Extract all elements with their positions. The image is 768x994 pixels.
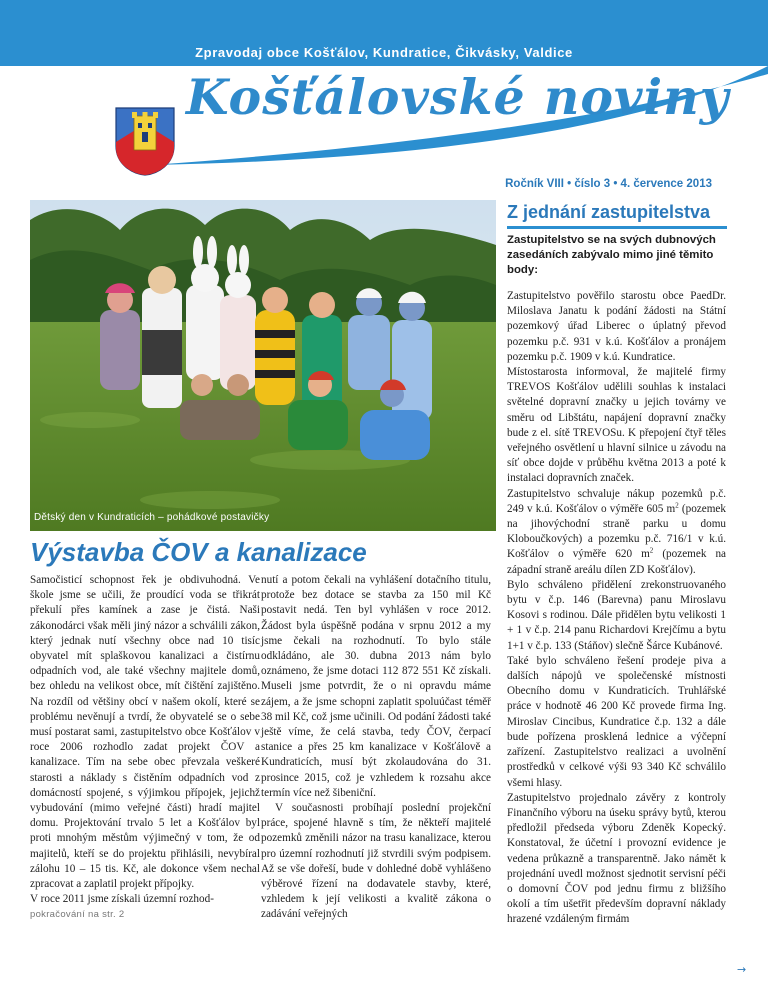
article-photo [30, 200, 496, 531]
main-paragraph: nutí a potom čekali na vyhlášení dotačního titulu, protože bez dotace se stavba za 150 mil Kč postavit nedá. Ten byl vyhlášen v roce 2012. Žádost byla úspěšně podána v srpnu 2012 a my jsme čekali na rozhodnutí. To bylo stále odkládáno, ale 30. dubna 2013 nám bylo oznámeno, že jsme dotaci 112 872 551 Kč získali. Museli jsme potvrdit, že o ni opravdu máme zájem, a že jsme schopni zaplatit spoluúčast téměř 38 mil Kč, což jsme učinili. Od podání žádosti také ještě víme, že celá stavba, tedy ČOV, čerpací stanice a přes 25 km kanalizace v Košťálově a Kundraticích, musí být zkolaudována do 31. prosince 2015, což je vzhledem k rozsahu akce termín více než šibeniční. [261, 574, 491, 799]
side-paragraph: Místostarosta informoval, že majitelé firmy TREVOS Košťálov udělili souhlas k instalaci světelné dopravní značky u jejich továrny ve směru od Libštátu, napájení dopravní značky bude z el. sítě TREVOSu. K přepojení čtyř těles veřejného osvětlení u hlavní silnice u závodu na síť obce dojde v průběhu května 2013 a poté k instalaci dopravních značek. [507, 366, 726, 485]
side-paragraph: Bylo schváleno přidělení zrekonstruovaného bytu v č.p. 146 (Barevna) panu Miroslavu Kosovi s rodinou. Dále přidělen bytu velikosti 1 + 1 v č.p. 214 panu Richardovi Krejčímu a bytu 1+1 v č.p. 133 (Stáňov) slečně Šárce Kubánové. [507, 578, 726, 652]
side-article-title: Z jednání zastupitelstva [507, 202, 711, 222]
main-paragraph: Samočisticí schopnost řek je obdivuhodná. Ve škole jsme se učili, že proudící voda se třikrát překulí přes kamínek a zase je čistá. Naši zákonodárci však měli jiný názor a schválili zákon, který jednak nutí všechny obce nad 10 tisíc obyvatel mít splaškovou kanalizaci a čistírnu odpadních vod, ale také všechny majitele domů, bez ohledu na velikost obce, mít čištění zajištěno. Na rozdíl od většiny obcí v našem okolí, které se problému nevěnují a tvrdí, že obyvatelé se o sebe musí postarat sami, zastupitelstvo obce Košťálov v roce 2006 rozhodlo zadat projekt ČOV a kanalizace. Tím na sebe obec převzala veškeré starosti a náklady s čistěním odpadních vod z domácností spojené, s výjimkou přípojek, jejichž vybudování (mimo veřejné části) hradí majitel domu. Projektování trvalo 5 let a Košťálov byl proti mnohým městům výjimečný v tom, že od majitelů, kteří se do projektu přihlásili, nevybíral zálohu 10 – 15 tis. Kč, ale dokonce všem nechal zpracovat a zaplatil projekt přípojky. [30, 574, 260, 891]
continued-note: pokračování na str. 2 [30, 909, 125, 921]
photo-caption: Dětský den v Kundraticích – pohádkové postavičky [34, 512, 270, 523]
continue-arrow-icon: → [737, 963, 747, 976]
side-paragraph: Zastupitelstvo projednalo závěry z kontroly Finančního výboru na úseku správy bytů, kterou předložil předseda výboru Zdeněk Kopecký. Konstatoval, že účetní i provozní evidence je vedena průkazně a transparentně. Jako námět k projednání uvedl možnost sjednotit servisní péči o domovní ČOV pod jednu firmu z bližšího okolí a tím ušetřit především dopravní náklady hrazené vzdáleným firmám [507, 791, 726, 926]
side-article-lead: Zastupitelstvo se na svých dubnových zasedáních zabývalo mimo jiné těmito body: [507, 234, 716, 277]
side-paragraph: Také bylo schváleno řešení prodeje piva a dalších nápojů ve společenské místnosti Obecního domu v Kundraticích. Truhlářské práce v hodnotě 46 200 Kč provede firma Ing. Miroslav Cincibus, Kundratice č.p. 132 a dále bude pořízena prosklená lednice a výčepní zařízení. Zastupitelstvo realizaci a uvolnění prostředků v celkové výši 93 340 Kč schválilo všemi hlasy. [507, 654, 726, 789]
coat-of-arms-icon [114, 68, 176, 176]
side-paragraph: Zastupitelstvo schvaluje nákup pozemků p.č. 249 v k.ú. Košťálov o výměře 605 $m^2$ (pozemek na jihovýchodní straně parku u domu Kloboučkových) a pozemku p.č. 716/1 v k.ú. Košťálov o výměře 620 $m^2$ (pozemek na západní straně areálu dílen ZD Košťálov). [507, 487, 726, 576]
main-paragraph: V roce 2011 jsme získali územní rozhod- [30, 893, 214, 906]
main-article-column-1 [30, 573, 260, 923]
issue-info: Ročník VIII • číslo 3 • 4. července 2013 [505, 178, 712, 190]
main-article-title: Výstavba ČOV a kanalizace [30, 537, 367, 567]
side-article-body [507, 289, 726, 928]
side-article-rule [507, 226, 727, 229]
side-paragraph: Zastupitelstvo pověřilo starostu obce PaedDr. Miloslava Janatu k podání žádosti na Státní pozemkový úřad Liberec o úplatný převod pozemku p.č. 931 v k.ú. Košťálov a pronájem pozemku p.č. 1909 v k.ú. Kundratice. [507, 290, 726, 363]
masthead-subtitle: Zpravodaj obce Košťálov, Kundratice, Čikvásky, Valdice [195, 45, 573, 60]
main-article-column-2 [261, 573, 491, 923]
newspaper-title: Košťálovské noviny [186, 68, 730, 126]
main-paragraph: V současnosti probíhají poslední projekční práce, spojené hlavně s tím, že někteří majitelé pozemků změnili názor na trasu kanalizace, kterou pro územní rozhodnutí již stvrdili svým podpisem. Až se vše dořeší, bude v dohledné době vyhlášeno výběrové řízení na dodavatele stavby, které, vzhledem k její velikosti a kvalitě zákona o zadávání veřejných [261, 802, 491, 921]
